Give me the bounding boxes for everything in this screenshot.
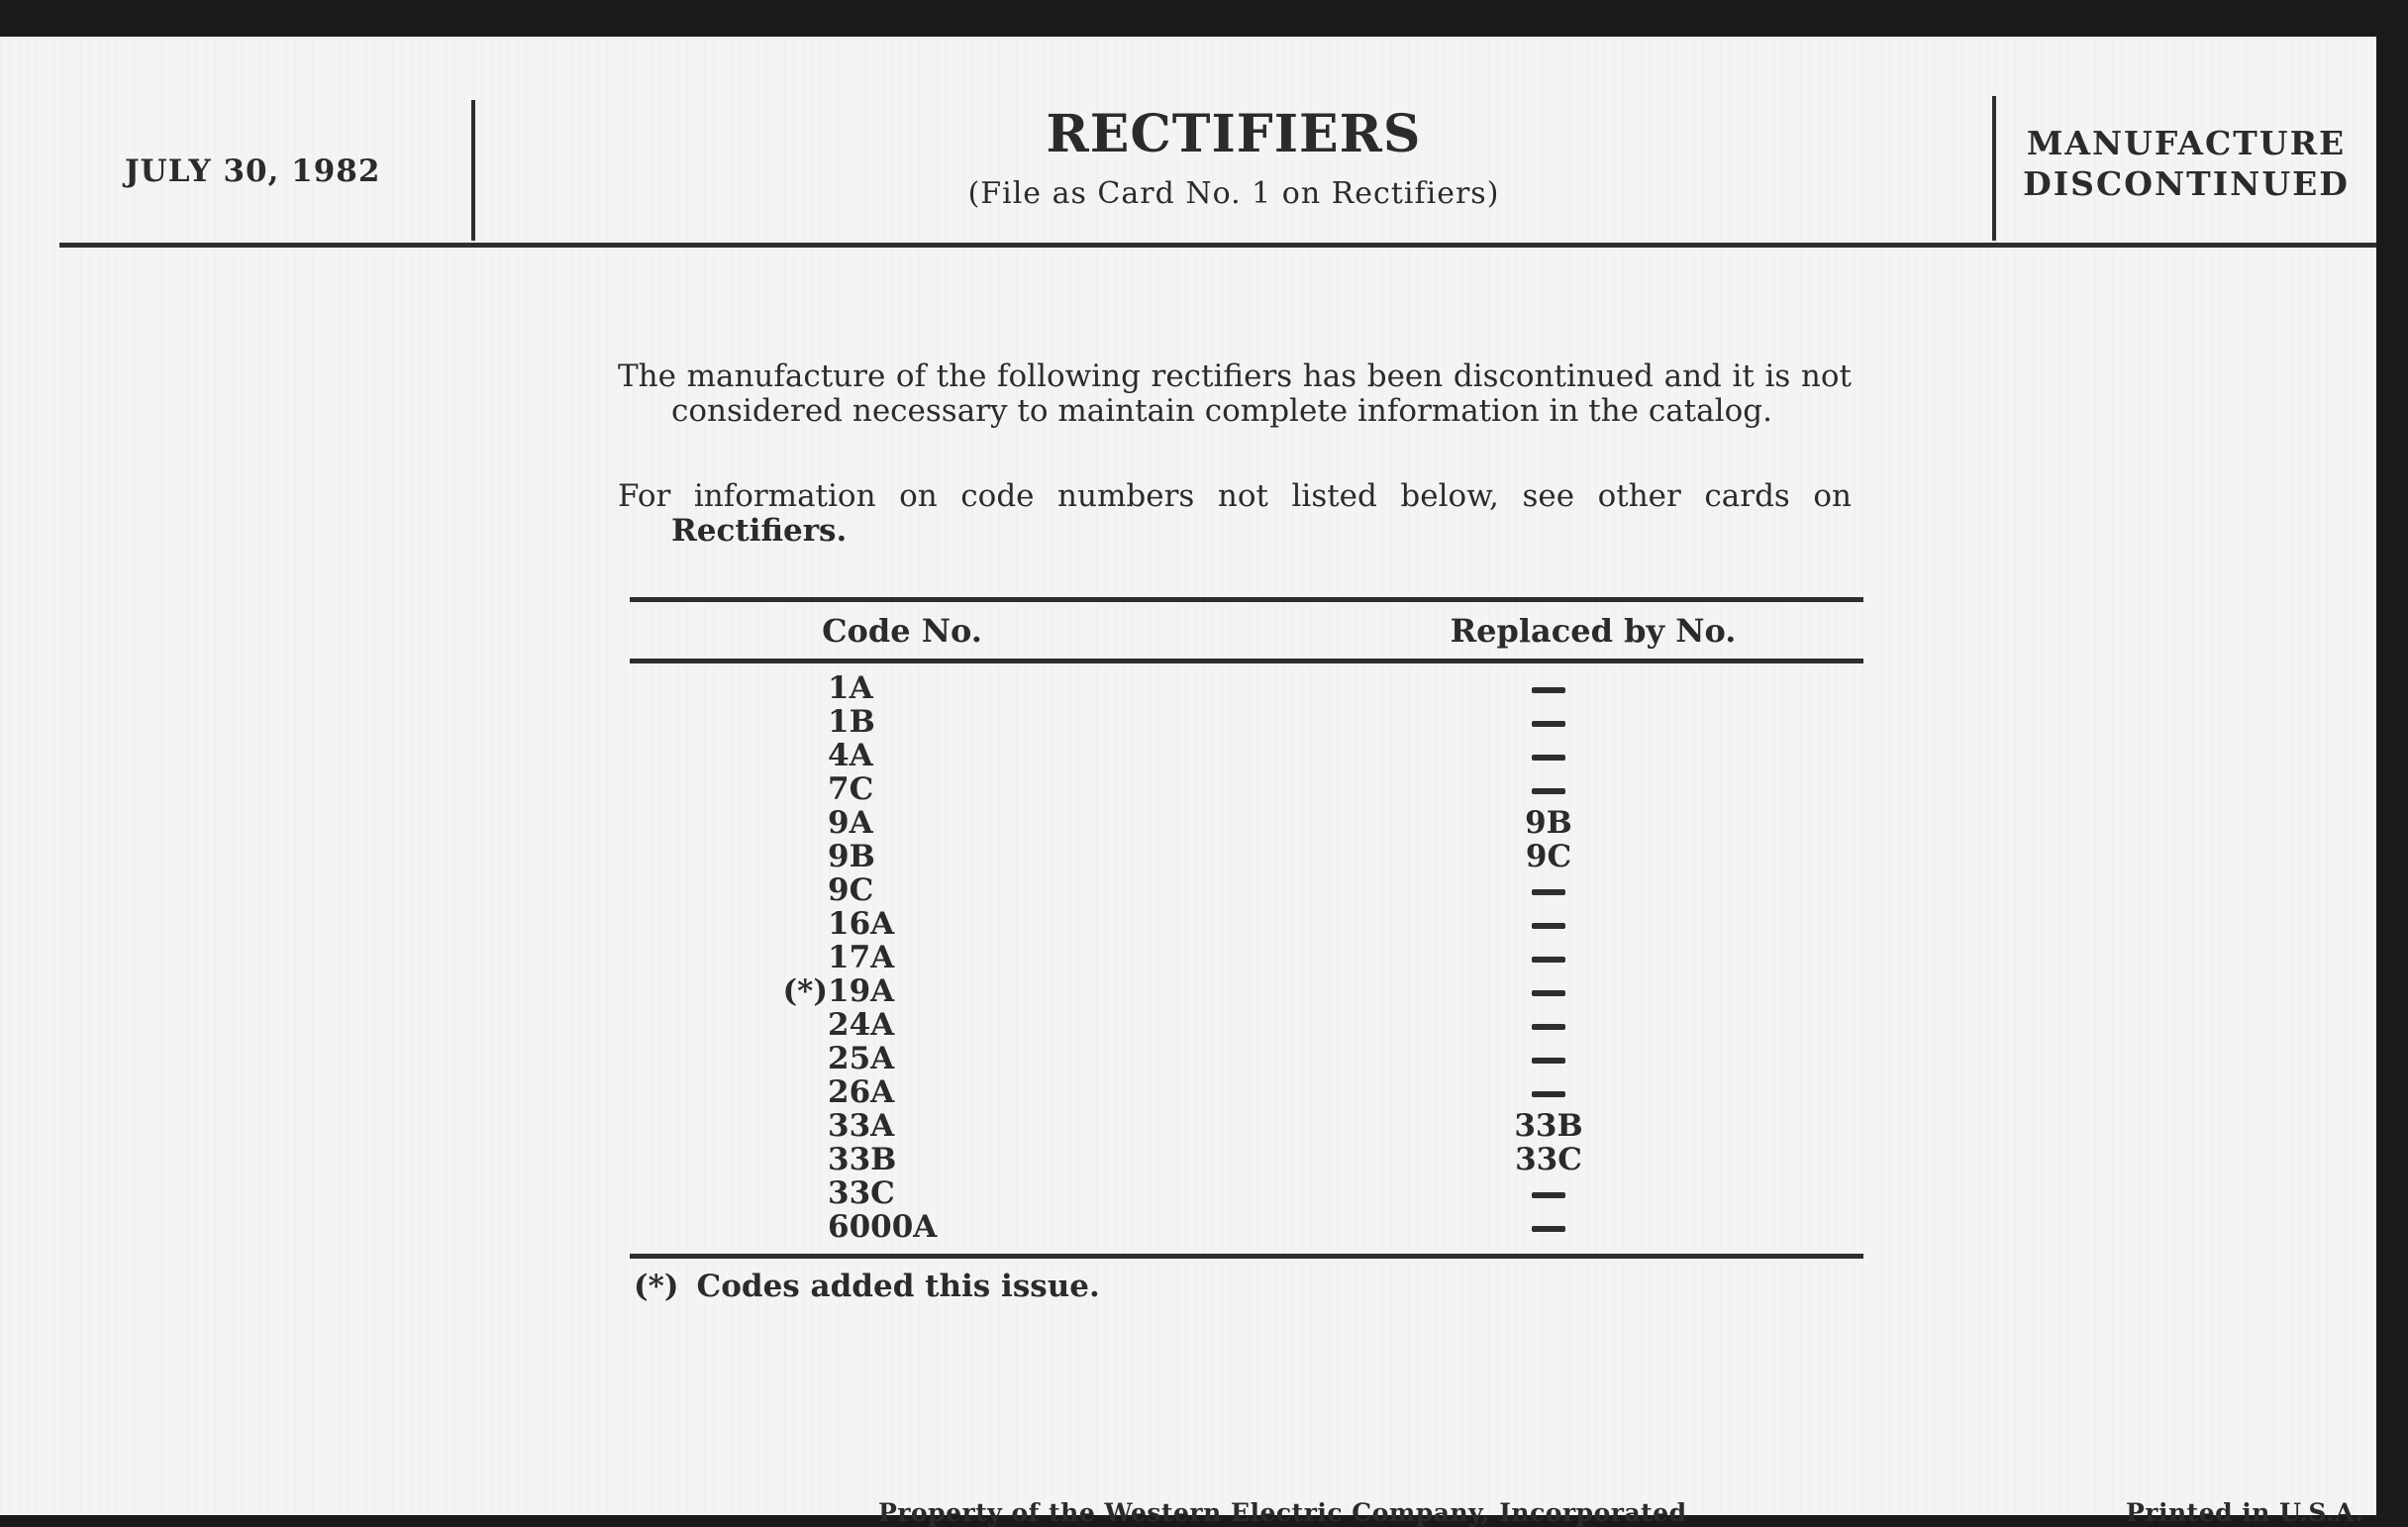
code-value: 16A	[828, 906, 895, 942]
code-value: 26A	[828, 1074, 895, 1110]
column-header-code: Code No.	[822, 611, 982, 650]
code-wrap	[828, 1176, 927, 1210]
none-dash	[1532, 889, 1565, 895]
replaced-cell	[1036, 772, 1863, 806]
code-cell	[630, 806, 1036, 840]
replaced-cell	[1036, 1210, 1863, 1244]
intro-text-2	[618, 479, 1852, 549]
code-cell	[630, 941, 1036, 974]
replaced-value: 9B	[1525, 805, 1572, 841]
replaced-cell	[1036, 1176, 1863, 1210]
page-title: RECTIFIERS	[1046, 104, 1422, 164]
table-bottom-rule	[630, 1254, 1863, 1259]
code-wrap	[828, 907, 927, 941]
code-value: 9C	[828, 872, 874, 908]
replacement-table	[630, 597, 1863, 1304]
table-row	[630, 1109, 1863, 1143]
code-wrap	[828, 840, 927, 873]
code-cell	[630, 1109, 1036, 1143]
table-row	[630, 1176, 1863, 1210]
table-row	[630, 1075, 1863, 1109]
code-wrap	[828, 1143, 927, 1176]
code-cell	[630, 739, 1036, 772]
none-dash	[1532, 1192, 1565, 1198]
table-row	[630, 1042, 1863, 1075]
code-cell	[630, 1210, 1036, 1244]
code-value: 7C	[828, 771, 874, 807]
code-value: 24A	[828, 1007, 895, 1043]
code-cell	[630, 671, 1036, 705]
code-cell	[630, 974, 1036, 1008]
code-cell	[630, 1176, 1036, 1210]
status-line-2: DISCONTINUED	[2023, 164, 2350, 203]
table-row	[630, 1210, 1863, 1244]
code-wrap	[828, 806, 927, 840]
code-value: 33B	[828, 1142, 897, 1177]
code-cell	[630, 907, 1036, 941]
status-line-1: MANUFACTURE	[2026, 124, 2347, 162]
code-wrap	[828, 739, 927, 772]
table-row	[630, 1143, 1863, 1176]
replaced-cell	[1036, 840, 1863, 873]
none-dash	[1532, 687, 1565, 693]
status-label	[1996, 123, 2376, 204]
issue-date: JULY 30, 1982	[125, 153, 381, 189]
code-value: 1A	[828, 670, 873, 706]
replaced-cell	[1036, 671, 1863, 705]
code-cell	[630, 1042, 1036, 1075]
replaced-cell	[1036, 705, 1863, 739]
none-dash	[1532, 1058, 1565, 1064]
code-value: 17A	[828, 940, 895, 975]
code-cell	[630, 1075, 1036, 1109]
code-cell	[630, 840, 1036, 873]
replaced-cell	[1036, 1075, 1863, 1109]
code-wrap	[828, 671, 927, 705]
replaced-value: 33B	[1514, 1108, 1583, 1144]
table-row	[630, 671, 1863, 705]
table-row	[630, 739, 1863, 772]
code-cell	[630, 873, 1036, 907]
code-wrap	[828, 705, 927, 739]
code-cell	[630, 705, 1036, 739]
none-dash	[1532, 990, 1565, 996]
replaced-cell	[1036, 974, 1863, 1008]
code-wrap	[828, 1109, 927, 1143]
replaced-cell	[1036, 873, 1863, 907]
code-value: 19A	[828, 973, 895, 1009]
code-wrap	[828, 1008, 927, 1042]
intro-paragraph-1	[618, 359, 1852, 429]
added-marker: (*)	[782, 973, 828, 1009]
page-subtitle: (File as Card No. 1 on Rectifiers)	[967, 176, 1500, 211]
code-wrap	[828, 772, 927, 806]
replaced-value: 33C	[1515, 1142, 1582, 1177]
none-dash	[1532, 755, 1565, 761]
table-body	[630, 663, 1863, 1254]
code-value: 33A	[828, 1108, 895, 1144]
code-value: 33C	[828, 1175, 895, 1211]
replaced-cell	[1036, 739, 1863, 772]
table-header	[630, 602, 1863, 659]
catalog-card	[0, 37, 2376, 1527]
footnote-text: Codes added this issue.	[696, 1269, 1100, 1304]
code-value: 9B	[828, 839, 875, 874]
replaced-cell	[1036, 1109, 1863, 1143]
code-wrap	[828, 941, 927, 974]
none-dash	[1532, 1091, 1565, 1097]
table-row	[630, 873, 1863, 907]
none-dash	[1532, 957, 1565, 963]
replaced-cell	[1036, 806, 1863, 840]
column-header-replaced: Replaced by No.	[1450, 611, 1737, 650]
table-row	[630, 974, 1863, 1008]
table-row	[630, 941, 1863, 974]
code-cell	[630, 1143, 1036, 1176]
table-row	[630, 806, 1863, 840]
code-wrap	[828, 1042, 927, 1075]
code-wrap	[828, 1209, 938, 1245]
code-cell	[630, 1008, 1036, 1042]
footnote-marker: (*)	[634, 1269, 679, 1304]
table-row	[630, 840, 1863, 873]
code-value: 1B	[828, 704, 875, 740]
footer-printed: Printed in U.S.A.	[2126, 1498, 2364, 1527]
replaced-cell	[1036, 1008, 1863, 1042]
code-value: 6000A	[828, 1209, 938, 1245]
code-wrap	[828, 873, 927, 907]
none-dash	[1532, 721, 1565, 727]
intro-text-2-bold: Rectifiers.	[671, 513, 848, 549]
code-value: 25A	[828, 1041, 895, 1076]
none-dash	[1532, 923, 1565, 929]
intro-text-2-prefix: For information on code numbers not listed below, see other cards on	[618, 478, 1852, 514]
replaced-cell	[1036, 1143, 1863, 1176]
none-dash	[1532, 1226, 1565, 1232]
code-value: 9A	[828, 805, 873, 841]
none-dash	[1532, 1024, 1565, 1030]
intro-text-1: The manufacture of the following rectifiers has been discontinued and it is not considered necessary to maintain complete information in the catalog.	[618, 358, 1852, 429]
header-rule	[59, 243, 2376, 248]
table-footnote	[630, 1269, 1863, 1304]
code-value: 4A	[828, 738, 873, 773]
code-cell	[630, 772, 1036, 806]
none-dash	[1532, 788, 1565, 794]
code-wrap	[782, 973, 927, 1009]
table-row	[630, 1008, 1863, 1042]
replaced-cell	[1036, 941, 1863, 974]
replaced-value: 9C	[1525, 839, 1572, 874]
table-row	[630, 705, 1863, 739]
replaced-cell	[1036, 1042, 1863, 1075]
table-row	[630, 907, 1863, 941]
intro-paragraph-2	[618, 479, 1852, 549]
code-wrap	[828, 1075, 927, 1109]
replaced-cell	[1036, 907, 1863, 941]
footer-property: Property of the Western Electric Company, Incorporated	[878, 1498, 1687, 1527]
table-row	[630, 772, 1863, 806]
